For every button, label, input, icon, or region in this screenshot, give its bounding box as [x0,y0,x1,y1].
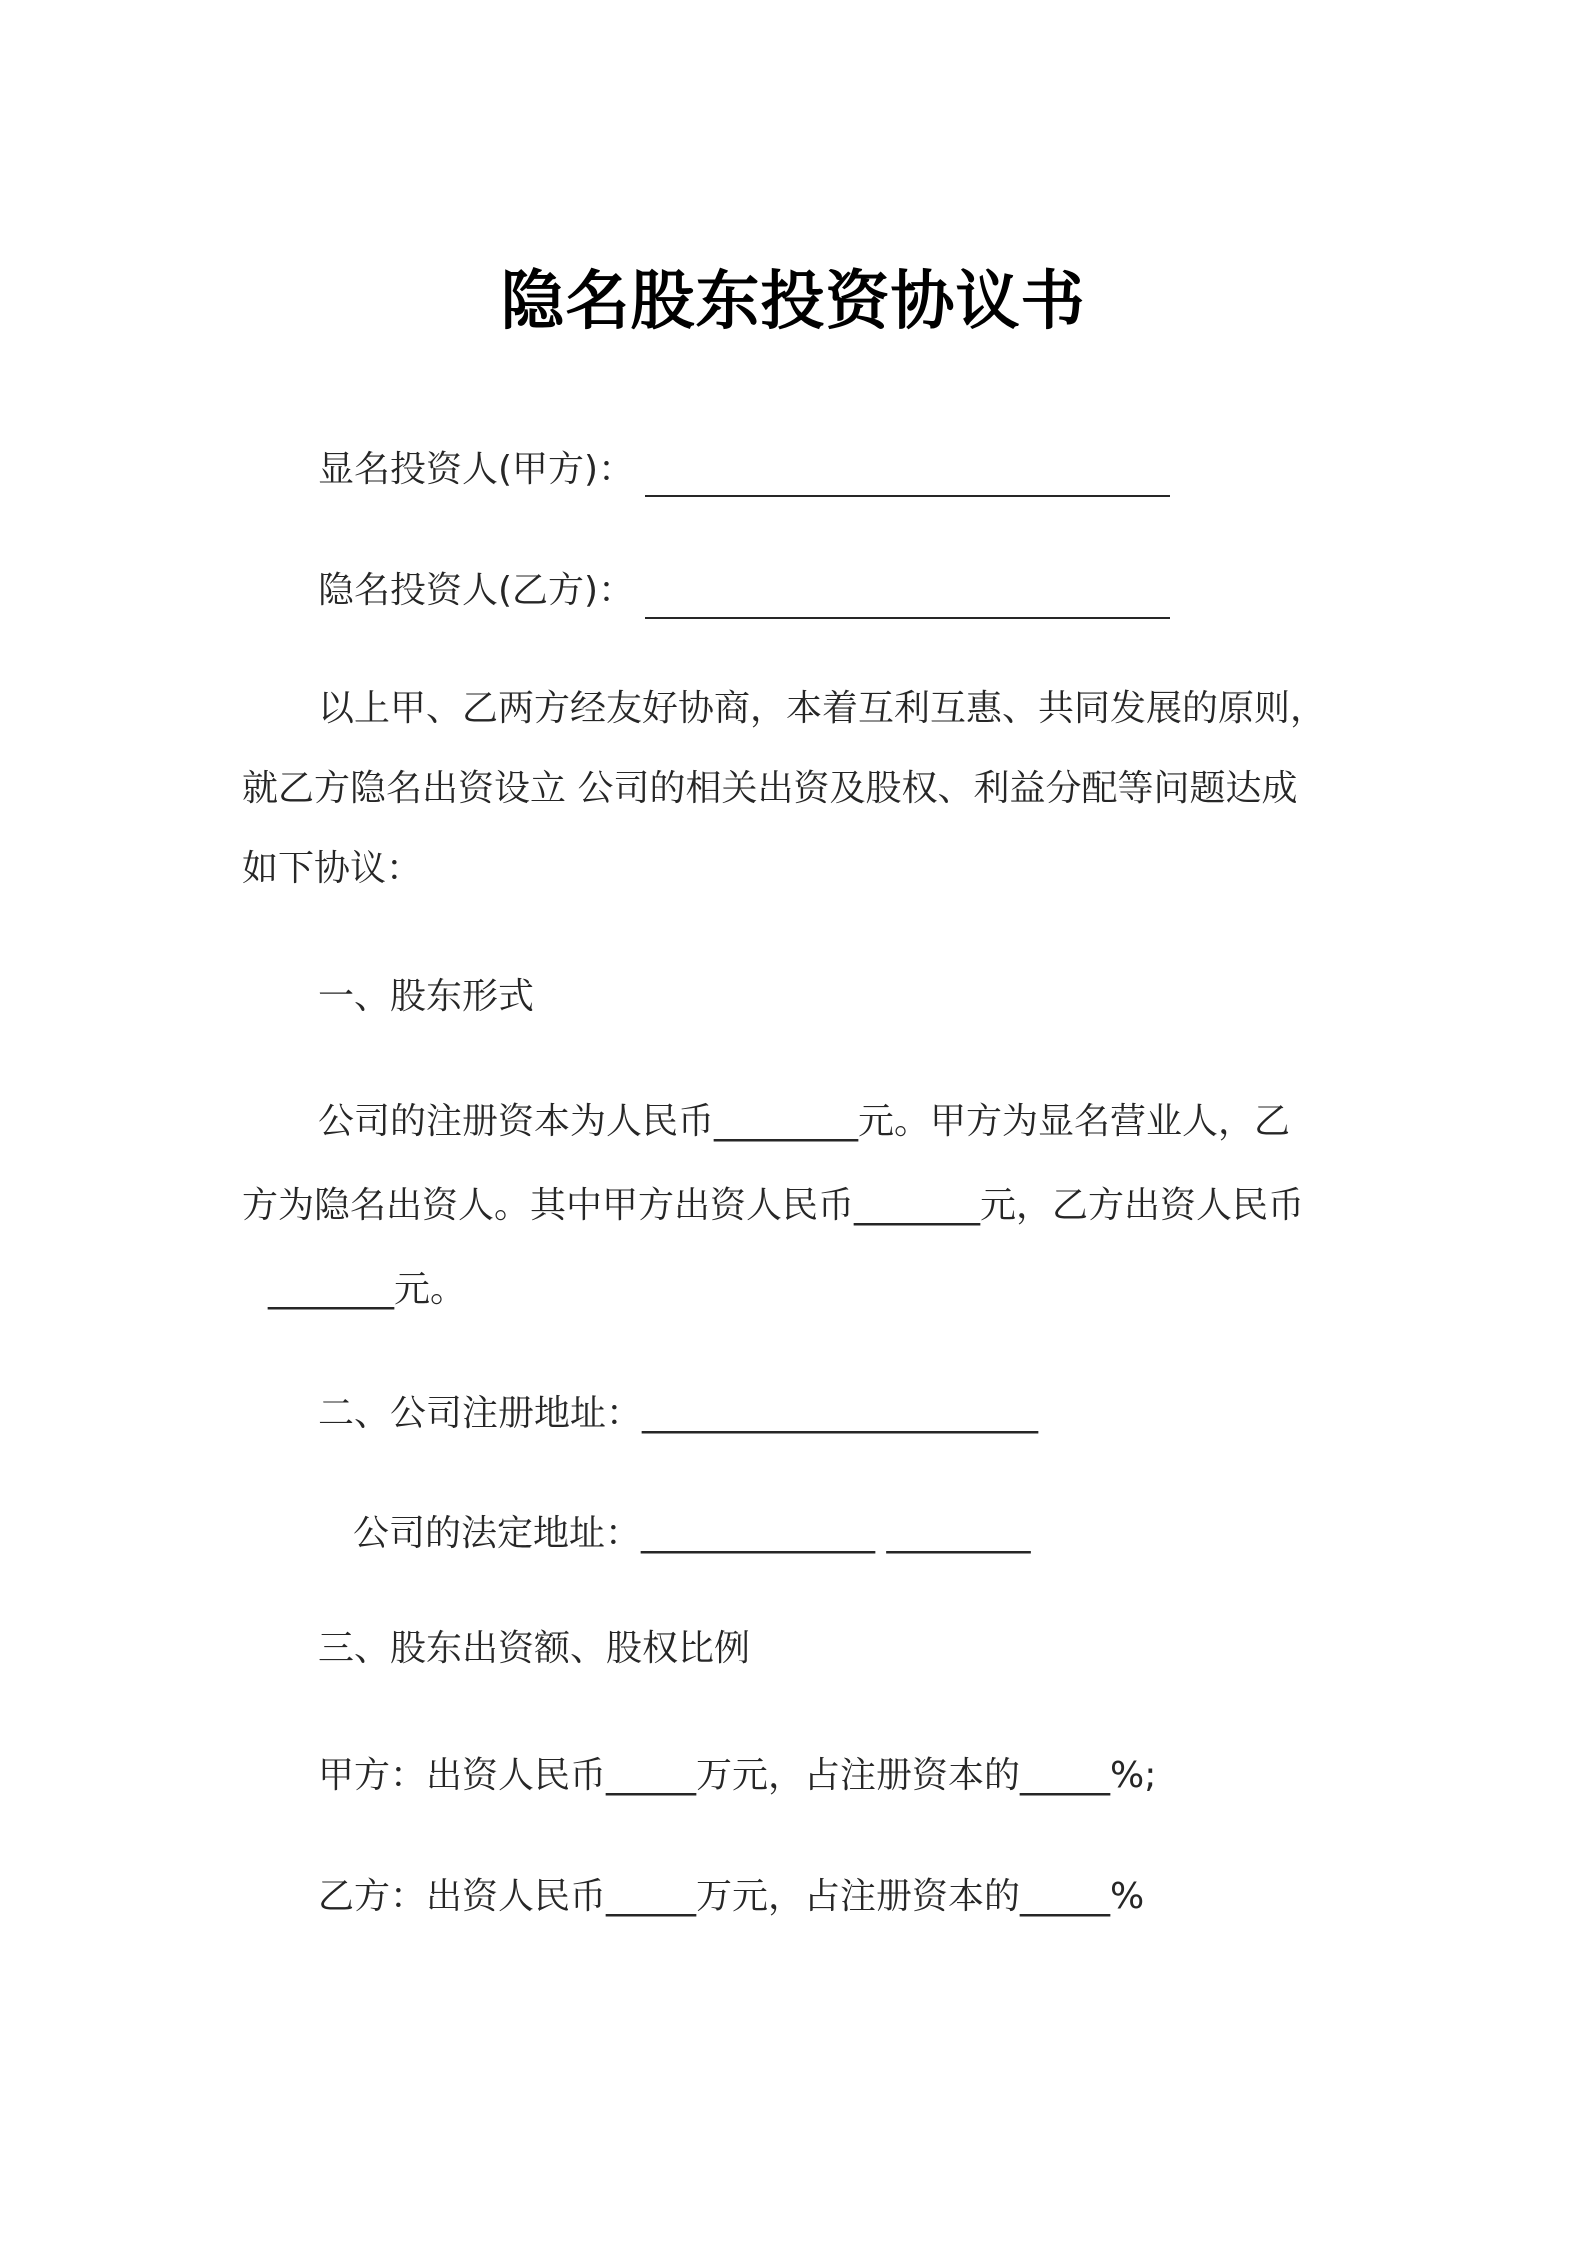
section-3-party-a: 甲方：出资人民币_____万元，占注册资本的_____%; [318,1755,1157,1796]
party-b-blank[interactable] [645,617,1170,619]
intro-line-1: 以上甲、乙两方经友好协商，本着互利互惠、共同发展的原则， [318,688,1327,729]
section-1-line-3: _______元。 [268,1269,467,1310]
section-3-party-b: 乙方：出资人民币_____万元，占注册资本的_____% [318,1876,1145,1917]
party-b-label: 隐名投资人(乙方)： [318,570,635,611]
section-1-line-2: 方为隐名出资人。其中甲方出资人民币_______元，乙方出资人民币 [242,1185,1305,1226]
document-title: 隐名股东投资协议书 [500,265,1086,339]
intro-line-3: 如下协议： [242,848,423,889]
section-1-heading: 一、股东形式 [318,976,535,1017]
party-a-blank[interactable] [645,495,1170,497]
party-a-label: 显名投资人(甲方)： [318,449,635,490]
section-1-line-1: 公司的注册资本为人民币________元。甲方为显名营业人，乙 [318,1101,1291,1142]
section-3-heading: 三、股东出资额、股权比例 [318,1628,751,1669]
section-2-legal-address: 公司的法定地址：_____________ ________ [353,1513,1031,1554]
intro-line-2: 就乙方隐名出资设立 公司的相关出资及股权、利益分配等问题达成 [242,768,1298,809]
section-2-registered-address: 二、公司注册地址：______________________ [318,1393,1039,1434]
